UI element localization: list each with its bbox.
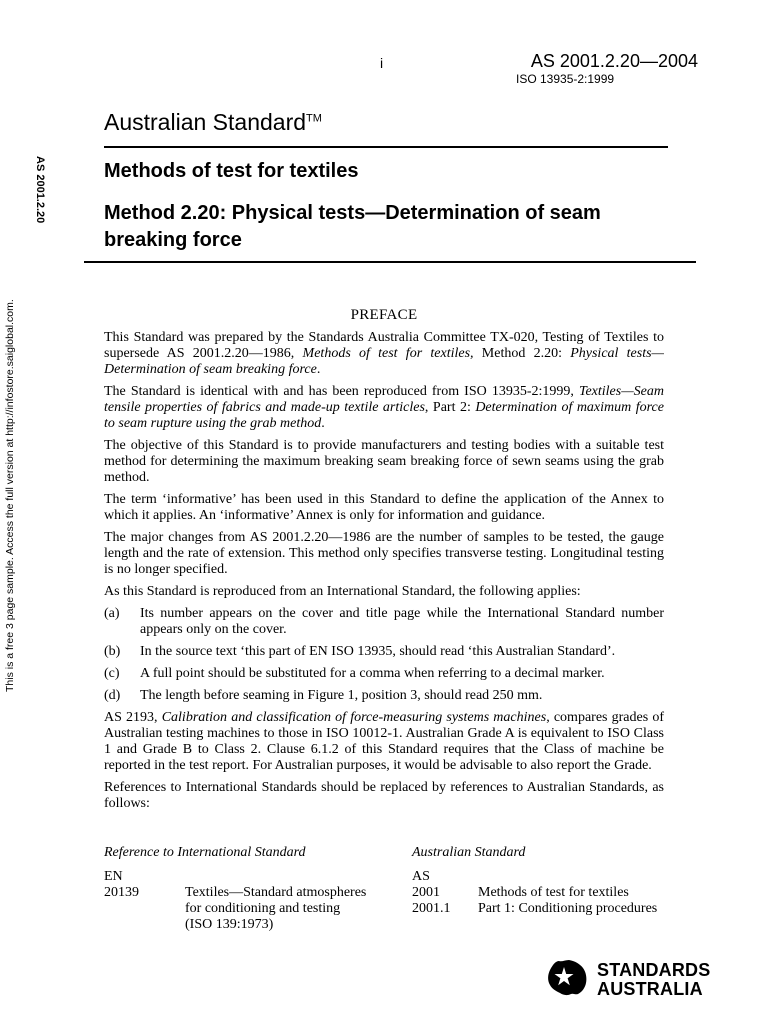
reference-prefix-as: AS [412, 869, 430, 884]
reference-right-code: 2001 [412, 885, 440, 900]
title-bottom-rule [84, 261, 696, 263]
australia-star-logo-icon [542, 958, 590, 998]
list-item [104, 644, 664, 660]
preface-paragraph-7 [104, 710, 664, 774]
p1-text-b: Methods of test for textiles, [302, 346, 474, 361]
list-item-text: Its number appears on the cover and title page while the International Standard number appears only on the cover. [140, 606, 664, 637]
preface-paragraph-1 [104, 330, 664, 378]
list-item-text: The length before seaming in Figure 1, position 3, should read 250 mm. [140, 688, 543, 703]
iso-number: ISO 13935-2:1999 [516, 72, 615, 86]
p2-text-a: The Standard is identical with and has been reproduced from ISO 13935-2:1999, [104, 384, 579, 399]
p1-text-c: Method 2.20: [473, 346, 571, 361]
sample-notice: This is a free 3 page sample. Access the full version at http://infostore.saiglobal.com. [4, 299, 16, 692]
preface-paragraph-3: The objective of this Standard is to provide manufacturers and testing bodies with a suitable test method for determining the maximum breaking seam breaking force of sewn seams using the grab method. [104, 438, 664, 485]
p2-text-d: Determination of maximum force to seam rupture using the grab method [104, 400, 664, 431]
list-item-label: (a) [104, 606, 120, 621]
trademark-mark: TM [306, 112, 322, 125]
p2-text-e: . [321, 416, 325, 431]
preface-paragraph-8: References to International Standards should be replaced by references to Australian Standards, as follows: [104, 780, 664, 811]
reference-left-entry [104, 885, 412, 933]
p1-text-d: Physical tests—Determination of seam breaking force [104, 346, 665, 377]
list-item-text: A full point should be substituted for a comma when referring to a decimal marker. [140, 666, 605, 681]
list-item-label: (c) [104, 666, 120, 681]
preface-heading: PREFACE [350, 307, 418, 323]
reference-table [104, 845, 694, 933]
p1-text-e: . [316, 362, 321, 377]
preface-paragraph-6: As this Standard is reproduced from an International Standard, the following applies: [104, 584, 581, 599]
reference-left-code: 20139 [104, 885, 139, 900]
reference-right-entries [412, 885, 657, 933]
method-title: Method 2.20: Physical tests—Determination of seam breaking force [104, 202, 601, 251]
reference-header-australian: Australian Standard [412, 845, 526, 860]
table-row [104, 885, 694, 933]
reference-header-international: Reference to International Standard [104, 845, 306, 860]
preface-paragraph-2 [104, 384, 664, 432]
page-number: i [380, 55, 384, 71]
list-item [104, 606, 664, 638]
list-item-label: (b) [104, 644, 121, 659]
standards-australia-logo [542, 956, 712, 1000]
p1-text-a: This Standard was prepared by the Standards Australia Committee TX-020, Testing of Textiles to supersede AS 2001.2.20—1986, [104, 330, 664, 361]
p7-text-b: Calibration and classification of force-measuring systems machines [161, 710, 547, 725]
p2-text-c: , Part 2: [424, 400, 476, 415]
reference-left-title [185, 885, 366, 933]
standard-type-label: Australian Standard [104, 109, 307, 135]
reference-table-header [104, 845, 694, 861]
reference-left-title-line: Textiles—Standard atmospheres [185, 885, 367, 900]
reference-left-title-line: (ISO 139:1973) [185, 917, 274, 932]
preface-paragraph-4: The term ‘informative’ has been used in this Standard to define the application of the Annex to which it applies. An ‘informative’ Annex is only for information and guidance. [104, 492, 664, 523]
list-item [104, 688, 664, 704]
reference-right-code: 2001.1 [412, 901, 451, 916]
p7-text-c: , compares grades of Australian testing machines to those in ISO 10012-1. Australian Grade A is equivalent to ISO Class 1 and Grade B to Class 2. Clause 6.1.2 of this Standard requires that the Class of machine be reported in the test report. For Australian purposes, it would be advisable to also report the Grade. [104, 710, 664, 773]
spine-label: AS 2001.2.20 [34, 156, 46, 224]
list-item-text: In the source text ‘this part of EN ISO 13935, should read ‘this Australian Standard’. [140, 644, 616, 659]
reference-right-title: Part 1: Conditioning procedures [478, 901, 658, 916]
reference-prefix-en: EN [104, 869, 123, 884]
standard-number: AS 2001.2.20—2004 [530, 51, 698, 71]
reference-prefix-row [104, 869, 694, 885]
reference-right-row [412, 901, 657, 917]
document-title: Methods of test for textiles [104, 160, 359, 182]
list-item-label: (d) [104, 688, 121, 703]
reference-right-row [412, 885, 657, 901]
reference-right-title: Methods of test for textiles [478, 885, 629, 900]
standard-type [104, 109, 322, 136]
logo-text-line2: AUSTRALIA [597, 979, 703, 999]
p7-text-a: AS 2193, [104, 710, 162, 725]
list-item [104, 666, 664, 682]
preface-body [104, 330, 664, 818]
title-top-rule [104, 146, 668, 148]
logo-text-line1: STANDARDS [597, 960, 711, 980]
p2-text-b: Textiles—Seam tensile properties of fabrics and made-up textile articles [104, 384, 664, 415]
preface-paragraph-5: The major changes from AS 2001.2.20—1986 are the number of samples to be tested, the gauge length and the rate of extension. This method only specifies transverse testing. Longitudinal testing is no longer specified. [104, 530, 664, 577]
reference-left-title-line: for conditioning and testing [185, 901, 341, 916]
